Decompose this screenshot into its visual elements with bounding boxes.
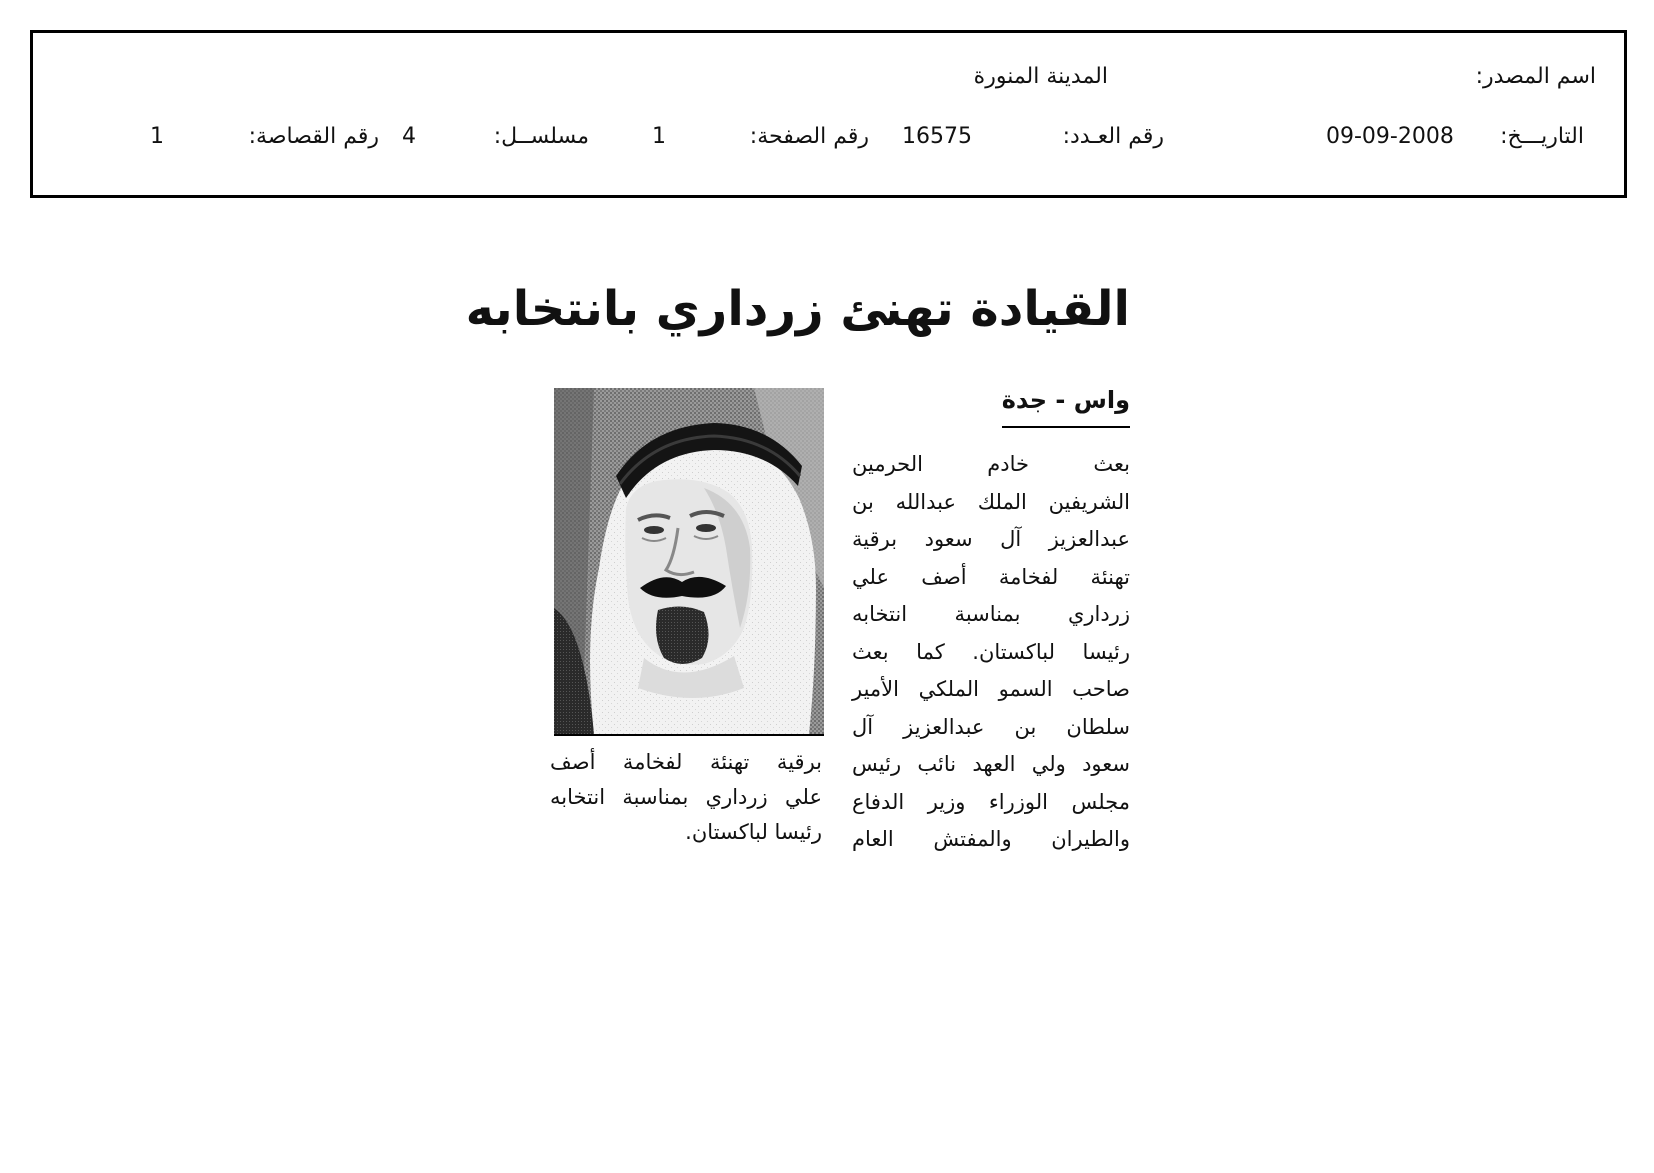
issue-label: رقم العـدد: bbox=[1062, 124, 1164, 149]
byline-rule bbox=[1002, 426, 1130, 428]
page-label: رقم الصفحة: bbox=[749, 124, 869, 149]
body-line: زرداري بمناسبة انتخابه bbox=[852, 602, 1130, 626]
body-line: مجلس الوزراء وزير الدفاع bbox=[852, 789, 1130, 814]
article-headline: القيادة تهنئ زرداري بانتخابه bbox=[465, 281, 1130, 337]
body-line: صاحب السمو الملكي الأمير bbox=[852, 677, 1130, 701]
body-line: والطيران والمفتش العام bbox=[852, 827, 1130, 851]
clip-label: رقم القصاصة: bbox=[248, 124, 379, 149]
clip-value: 1 bbox=[150, 124, 164, 149]
body-line: عبدالعزيز آل سعود برقية bbox=[852, 527, 1130, 551]
date-value: 09-09-2008 bbox=[1326, 124, 1454, 149]
page-value: 1 bbox=[652, 124, 666, 149]
caption-line: رئيسا لباكستان. bbox=[685, 820, 822, 844]
header-box bbox=[30, 30, 1627, 198]
body-line: تهنئة لفخامة أصف علي bbox=[852, 564, 1130, 589]
source-value: المدينة المنورة bbox=[973, 64, 1108, 89]
body-line: رئيسا لباكستان. كما بعث bbox=[852, 639, 1130, 664]
body-line: الشريفين الملك عبدالله بن bbox=[852, 489, 1130, 514]
date-label: التاريـــخ: bbox=[1500, 124, 1584, 149]
caption-line: علي زرداري بمناسبة انتخابه bbox=[550, 785, 822, 809]
body-line: بعث خادم الحرمين bbox=[852, 452, 1130, 476]
body-line: سلطان بن عبدالعزيز آل bbox=[852, 714, 1130, 739]
serial-label: مسلســل: bbox=[493, 124, 589, 149]
article-byline: واس - جدة bbox=[1001, 386, 1130, 414]
clip-value-near: 4 bbox=[402, 124, 416, 149]
source-label: اسم المصدر: bbox=[1475, 64, 1596, 89]
issue-value: 16575 bbox=[902, 124, 972, 149]
article-body bbox=[852, 446, 1130, 859]
portrait-photo bbox=[554, 388, 824, 736]
body-line: سعود ولي العهد نائب رئيس bbox=[852, 752, 1130, 776]
photo-caption bbox=[550, 745, 822, 850]
caption-line: برقية تهنئة لفخامة أصف bbox=[550, 750, 822, 774]
